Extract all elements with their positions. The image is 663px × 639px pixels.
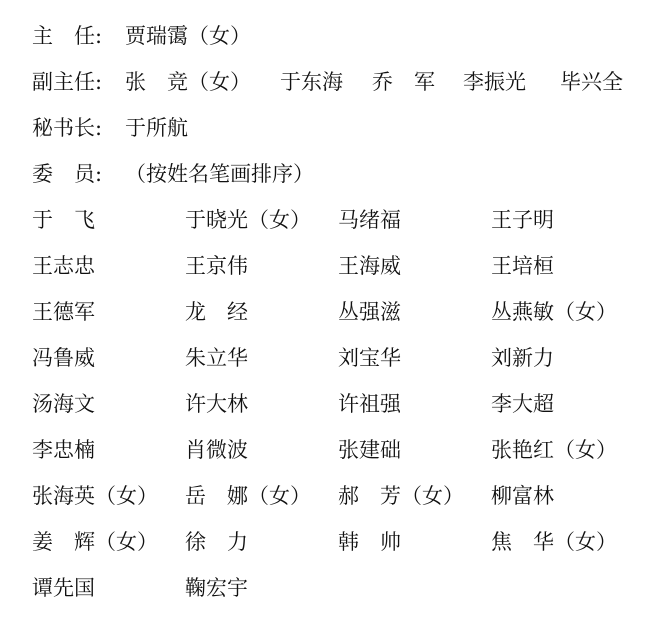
member-name: 刘新力 [491,346,554,370]
member-name: 韩 帅 [338,530,401,554]
member-name: 王志忠 [32,254,95,278]
director-name: 贾瑞霭（女） [125,24,251,48]
member-name: 王培桓 [491,254,554,278]
member-name: 王海威 [338,254,401,278]
member-name: 龙 经 [185,300,248,324]
deputy-name: 毕兴全 [560,70,623,94]
member-name: 张建础 [338,438,401,462]
deputy-name: 于东海 [280,70,343,94]
member-name: 谭先国 [32,576,95,600]
member-name: 王德军 [32,300,95,324]
secretary-name: 于所航 [125,116,188,140]
member-name: 李忠楠 [32,438,95,462]
member-name: 姜 辉（女） [32,530,158,554]
member-name: 冯鲁威 [32,346,95,370]
member-name: 王京伟 [185,254,248,278]
deputy-name: 乔 军 [372,70,435,94]
member-name: 郝 芳（女） [338,484,464,508]
member-name: 朱立华 [185,346,248,370]
member-name: 于 飞 [32,208,95,232]
member-name: 许祖强 [338,392,401,416]
member-name: 王子明 [491,208,554,232]
member-name: 鞠宏宇 [185,576,248,600]
deputy-name: 张 竞（女） [125,70,251,94]
member-name: 柳富林 [491,484,554,508]
member-name: 刘宝华 [338,346,401,370]
member-name: 李大超 [491,392,554,416]
member-name: 张艳红（女） [491,438,617,462]
member-name: 汤海文 [32,392,95,416]
member-name: 许大林 [185,392,248,416]
member-name: 马绪福 [338,208,401,232]
member-name: 于晓光（女） [185,208,311,232]
member-name: 徐 力 [185,530,248,554]
deputy-name: 李振光 [463,70,526,94]
member-name: 焦 华（女） [491,530,617,554]
member-name: 丛强滋 [338,300,401,324]
member-name: 岳 娜（女） [185,484,311,508]
member-name: 张海英（女） [32,484,158,508]
member-name: 丛燕敏（女） [491,300,617,324]
members-label: 委 员: [32,162,103,186]
deputy-label: 副主任: [32,70,103,94]
secretary-label: 秘书长: [32,116,103,140]
member-name: 肖微波 [185,438,248,462]
director-label: 主 任: [32,24,103,48]
members-note: （按姓名笔画排序） [125,162,314,186]
